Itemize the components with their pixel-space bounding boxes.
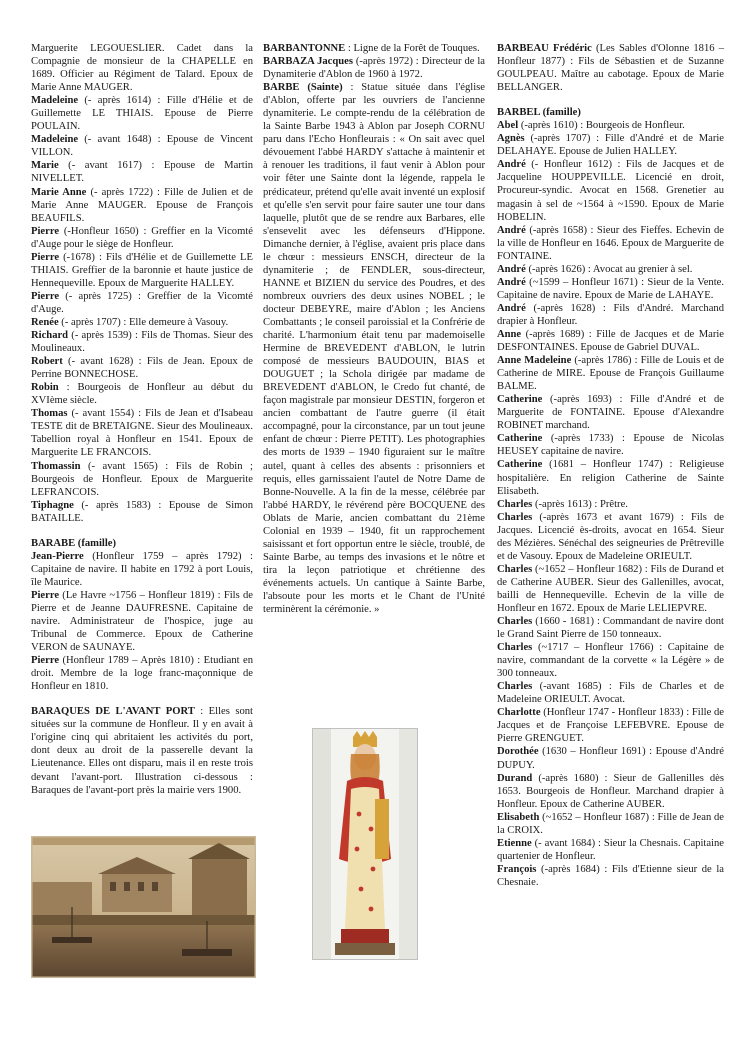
entry-name: Marie (31, 160, 59, 172)
entry-barbel-12 (497, 498, 724, 511)
entry-text: (- avant 1617) : Epouse de Martin NIVELLET. (31, 160, 253, 185)
entry-col1-14 (31, 499, 253, 525)
entry-text: (-1678) : Fils d'Hélie et de Guillemette LE THIAIS. Greffier de la baronnie et haute justice de Hennequeville. Epoux de Marguerite HALLEY. (31, 251, 253, 289)
entry-name: Madeleine (31, 95, 79, 107)
entry-barbel-3 (497, 224, 724, 263)
entry-name: Charles (497, 511, 533, 523)
entry-text: (-après 1673 et avant 1679) : Fils de Jacques. Licencié ès-droits, avocat en 1654. Sieur des Mézières. Sénéchal des seigneuries de Prêtreville et de Vasouy. Epoux de Madeleine ORIEULT. (497, 511, 724, 562)
entry-text: (1630 – Honfleur 1691) : Epouse d'André DUPUY. (497, 746, 724, 771)
entry-col1-12 (31, 407, 253, 459)
entry-barbel-1 (497, 132, 724, 158)
section-heading-barbel: BARBEL (famille) (497, 107, 581, 119)
photo-statue-sainte-barbe (312, 728, 418, 960)
entry-text: (- après 1614) : Fille d'Hélie et de Guillemette LE THIAIS. Epouse de Pierre POULAIN. (31, 95, 253, 133)
entry-name: Robert (31, 356, 63, 368)
entry-name: Anne (497, 328, 522, 340)
entry-col1-7 (31, 290, 253, 316)
entry-name: Charles (497, 563, 533, 575)
entry-text: (-après 1680) : Sieur de Gallenilles dès 1653. Bourgeois de Honfleur. Marchand drapier à Honfleur. Epoux de Catherine AUBER. (497, 772, 724, 810)
entry-name: Agnès (497, 133, 525, 145)
entry-name: Thomassin (31, 460, 81, 472)
entry-name: Thomas (31, 408, 68, 420)
entry-list-barabe (31, 550, 253, 694)
entry-barbel-20 (497, 772, 724, 811)
entry-barbel-17 (497, 680, 724, 706)
entry-text: : Statue située dans l'église d'Ablon, offerte par les ouvriers de l'ancienne dynamiterie. Le compte-rendu de la célébration de la Sainte Barbe 1943 à Ablon par Joseph CORNU paru dans l'Echo Honfleurais : « On sait avec quel dévouement l'abbé HARDY s'attache à maintenir et à renouer les traditions, il faut venir à Ablon pour voir fêter une Sainte dont la légende, rappela le prédicateur, prétend qu'elle avait inventé un explosif et qu'elle s'en servit pour faire sauter une tour dans laquelle, plutôt que de se rendre aux Barbares, elle s'ensevelit avec les défenseurs d'Hippone. Dimanche dernier, à l'église, avaient pris place dans le chœur : messieurs ENSCH, directeur de la dynamiterie ; de FENDLER, sous-directeur, HANNE et BIZIEN du service des Poudres, et des nombreux ouvriers des deux usines NOBEL ; le docteur DEBEYRE, maire d'Ablon ; les Anciens Combattants ; le conseil paroissial et la Confrérie de charité. L'harmonium était tenu par mademoiselle Hermine de BREVEDENT d'ABLON, le lutrin composé de messieurs BAUDOUIN, BIAS et DOUGUET ; la Schola dirigée par madame de BREVEDENT d'ABLON, le Credo fut chanté, de façon magistrale par monsieur DESTIN, forgeron et ancien combattant de l'autre guerre (il était accompagné, pour la circonstance, par un tout jeune enfant de chœur : Pierre PETIT). Les photographies des morts de 1939 – 1940 figuraient sur le maître autel, quant à celles des absents : prisonniers et requis, elles garnissaient l'autel de Notre Dame de Bonne-Nouvelle. A la fin de la messe, célébrée par l'abbé HARDY, le révérend père BOCQUENE des Oblats de Marie, ancien combattant du 21ème Colonial en 1939 – 1940, fit un rapprochement saisissant et fort opportun entre le siècle, troublé, de Sainte Barbe, au temps des invasions et le nôtre et tira la leçon patriotique et chrétienne des événements actuels. Un cantique à Sainte Barbe, l'absoute pour les morts et le Chant de l'Unité terminèrent la cérémonie. » (263, 82, 485, 616)
entry-text: (- après 1583) : Epouse de Simon BATAILLE. (31, 499, 253, 524)
entry-text: (~1599 – Honfleur 1671) : Sieur de la Vente. Capitaine de navire. Epoux de Marie de LAHAYE. (497, 276, 724, 301)
entry-barbel-14 (497, 563, 724, 615)
entry-name: André (497, 159, 526, 171)
entry-barabe-1 (31, 589, 253, 654)
entry-col1-4 (31, 186, 253, 225)
entry-name: Anne Madeleine (497, 355, 572, 367)
entry-text: (-après 1972) : Directeur de la Dynamiterie d'Ablon de 1960 à 1972. (263, 56, 485, 81)
entry-text: (- avant 1554) : Fils de Jean et d'Isabeau TESTE dit de BRETAIGNE. Sieur des Moulineaux. Tabellion royal à Honfleur en 1541. Epoux de Marguerite LE FRANCOIS. (31, 408, 253, 459)
entry-barbel-22 (497, 837, 724, 863)
entry-text: (-après 1684) : Fils d'Etienne sieur de la Chesnaie. (497, 863, 724, 888)
entry-name: Abel (497, 120, 519, 132)
entry-col1-1 (31, 94, 253, 133)
photo-avant-port (31, 836, 256, 978)
entry-col1-5 (31, 225, 253, 251)
entry-text: : Bourgeois de Honfleur au début du XVIème siècle. (31, 382, 253, 407)
entry-barbel-19 (497, 745, 724, 771)
entry-name: Pierre (31, 655, 60, 667)
entry-name: Renée (31, 316, 59, 328)
entry-name: BARBANTONNE (263, 43, 346, 54)
column-3 (497, 42, 724, 889)
entry-barbel-23 (497, 863, 724, 889)
entry-text: (- après 1722) : Fille de Julien et de Marie Anne MAUGER. Epouse de François BEAUFILS. (31, 186, 254, 224)
entry-text: (1660 - 1681) : Commandant de navire dont le Grand Saint Pierre de 150 tonneaux. (497, 616, 724, 641)
entry-name: Charlotte (497, 707, 541, 719)
entry-text: (-après 1610) : Bourgeois de Honfleur. (518, 120, 685, 132)
entry-name: Catherine (497, 433, 543, 445)
entry-barbel-13 (497, 511, 724, 563)
entry-name: François (497, 863, 537, 875)
entry-name: BARBAZA Jacques (263, 56, 353, 68)
entry-col1-3 (31, 159, 253, 185)
entry-list-col1 (31, 42, 253, 525)
entry-text: (-après 1658) : Sieur des Fieffes. Echevin de la ville de Honfleur en 1646. Epoux de Marguerite de FONTAINE. (497, 224, 724, 262)
entry-text: (~1652 – Honfleur 1682) : Fils de Durand et de Catherine AUBER. Sieur des Gallenilles, avocat, bailli de Hennequeville. Echevin de la ville de Honfleur en 1672. Epoux de Marie LELIEPVRE. (497, 563, 724, 614)
entry-barbel-9 (497, 393, 724, 432)
entry-name: Jean-Pierre (31, 550, 84, 562)
entry-text: (-avant 1685) : Fils de Charles et de Madeleine ORIEULT. Avocat. (497, 681, 724, 706)
entry-barbel-21 (497, 811, 724, 837)
entry-text: (1681 – Honfleur 1747) : Religieuse hospitalière. En religion Catherine de Sainte Elisabeth. (497, 459, 724, 497)
entry-text: (- avant 1565) : Fils de Robin ; Bourgeois de Honfleur. Epoux de Marguerite LEFRANCOIS. (31, 460, 253, 498)
entry-col3-0 (497, 42, 724, 94)
entry-col2-1 (263, 55, 485, 81)
entry-name: André (497, 276, 526, 288)
entry-col1-2 (31, 133, 253, 159)
entry-barbel-10 (497, 432, 724, 458)
entry-text: (Honfleur 1759 – après 1792) : Capitaine de navire. Il habite en 1792 à port Louis, île Maurice. (31, 550, 253, 588)
entry-col1-8 (31, 316, 253, 329)
entry-barbel-11 (497, 458, 724, 497)
entry-text: (Honfleur 1747 - Honfleur 1833) : Fille de Jacques et de Françoise LEFEBVRE. Epouse de Pierre GRENGUET. (497, 707, 724, 745)
entry-barbel-5 (497, 276, 724, 302)
entry-text: (-après 1707) : Fille d'André et de Marie DELAHAYE. Epouse de Julien HALLEY. (497, 133, 724, 158)
entry-barbel-4 (497, 263, 724, 276)
entry-text: (-après 1786) : Fille de Louis et de Catherine de MIRE. Epouse de François Guillaume BALME. (497, 355, 725, 393)
entry-text: (~1652 – Honfleur 1687) : Fille de Jean de la CROIX. (497, 811, 724, 836)
entry-list-col2 (263, 42, 485, 616)
entry-text: (- Honfleur 1612) : Fils de Jacques et de Jacqueline HOUPPEVILLE. Licencié en droit, Procureur-syndic. Avocat en 1568. Grenetier au magasin à sel de ~1564 à ~1590. Epoux de Marie HOBELIN. (497, 159, 724, 223)
entry-name: BARBE (Sainte) (263, 82, 343, 94)
entry-name: Charles (497, 616, 533, 628)
entry-barbel-2 (497, 158, 724, 223)
entry-baraques: BARAQUES DE L'AVANT PORT : Elles sont situées sur la commune de Honfleur. Il y en avait à l'origine cinq qui abritaient les activités du port, dont deux au droit de la passerelle devant la Lieutenance. Elles ont disparu, mais il en reste trois devant l'avant-port. Illustration ci-dessous : Baraques de l'avant-port près la mairie vers 1900. (31, 706, 253, 796)
entry-col1-0 (31, 42, 253, 94)
entry-name: Catherine (497, 394, 543, 406)
entry-col2-0 (263, 42, 485, 55)
entry-col1-10 (31, 355, 253, 381)
entry-barbel-0 (497, 119, 724, 132)
entry-name: Marie Anne (31, 186, 87, 198)
entry-name: BARBEAU Frédéric (497, 43, 592, 54)
entry-barbel-6 (497, 302, 724, 328)
entry-list-col3 (497, 42, 724, 94)
entry-text: (~1717 – Honfleur 1766) : Capitaine de navire, commandant de la corvette « la Légère » de 300 tonneaux. (497, 642, 724, 680)
entry-text: (-après 1693) : Fille d'André et de Marguerite de FONTAINE. Epouse d'Alexandre ROBINET marchand. (497, 394, 724, 432)
entry-name: Madeleine (31, 134, 79, 146)
entry-text: (-après 1628) : Fils d'André. Marchand drapier à Honfleur. (497, 302, 724, 327)
column-1 (31, 42, 253, 797)
entry-name: Pierre (31, 225, 60, 237)
entry-name: Durand (497, 772, 533, 784)
entry-barbel-15 (497, 615, 724, 641)
entry-barbel-16 (497, 641, 724, 680)
entry-name: Elisabeth (497, 811, 540, 823)
entry-col1-11 (31, 381, 253, 407)
entry-name: Catherine (497, 459, 543, 471)
entry-text: Marguerite LEGOUESLIER. Cadet dans la Compagnie de monsieur de la CHAPELLE en 1689. Officier au Régiment de Talard. Epoux de Marie Anne MAUGER. (31, 43, 253, 94)
entry-text: (- après 1707) : Elle demeure à Vasouy. (58, 316, 229, 328)
entry-col1-13 (31, 460, 253, 499)
column-2 (263, 42, 485, 616)
entry-name: Charles (497, 681, 533, 693)
entry-name: Pierre (31, 589, 60, 601)
entry-col1-9 (31, 329, 253, 355)
entry-text: (-après 1689) : Fille de Jacques et de Marie DESFONTAINES. Epouse de Gabriel DUVAL. (497, 328, 724, 354)
entry-barbel-18 (497, 706, 724, 745)
entry-text: (- avant 1628) : Fils de Jean. Epoux de Perrine BONNECHOSE. (31, 356, 253, 381)
entry-text: (- après 1539) : Fils de Thomas. Sieur des Moulineaux. (31, 330, 253, 355)
entry-text: (- après 1725) : Greffier de la Vicomté d'Auge. (31, 290, 253, 315)
section-heading-barabe: BARABE (famille) (31, 537, 117, 549)
entry-barabe-0 (31, 550, 253, 589)
entry-text: (Le Havre ~1756 – Honfleur 1819) : Fils de Pierre et de Jeanne DAUFRESNE. Capitaine de navire. Administrateur de l'hospice, juge au Tribunal de Commerce. Epoux de Catherine VERON de SAUNAYE. (31, 589, 253, 654)
entry-name: Charles (497, 498, 533, 510)
entry-name: Pierre (31, 251, 60, 263)
entry-barbel-7 (497, 328, 724, 354)
entry-name: Dorothée (497, 746, 539, 758)
entry-name: André (497, 224, 526, 236)
entry-text: : Ligne de la Forêt de Touques. (345, 43, 480, 54)
entry-text: (-après 1626) : Avocat au grenier à sel. (525, 263, 693, 275)
entry-barbel-8 (497, 354, 724, 393)
entry-text: (-après 1613) : Prêtre. (532, 498, 628, 510)
entry-text: (- avant 1684) : Sieur la Chesnais. Capitaine quartenier de Honfleur. (497, 837, 724, 862)
entry-name: Pierre (31, 290, 60, 302)
entry-name: André (497, 302, 526, 314)
entry-name: Charles (497, 642, 533, 654)
entry-text: (-Honfleur 1650) : Greffier en la Vicomté d'Auge pour le siège de Honfleur. (31, 225, 253, 250)
entry-col1-6 (31, 251, 253, 290)
entry-name: André (497, 263, 526, 275)
entry-name: Etienne (497, 837, 532, 849)
entry-col2-2 (263, 81, 485, 616)
entry-list-barbel (497, 119, 724, 889)
entry-text: (Les Sables d'Olonne 1816 – Honfleur 1877) : Fils de Sébastien et de Suzanne GOULPEAU. Maître au cabotage. Epoux de Marie BELLANGER. (497, 43, 725, 94)
entry-name: Richard (31, 330, 69, 342)
entry-name: Robin (31, 382, 59, 394)
entry-text: (-après 1733) : Epouse de Nicolas HEUSEY capitaine de navire. (497, 433, 724, 458)
entry-barabe-2 (31, 654, 253, 693)
entry-text: (- avant 1648) : Epouse de Vincent VILLON. (31, 134, 253, 159)
entry-text: (Honfleur 1789 – Après 1810) : Etudiant en droit. Membre de la loge franc-maçonnique de Honfleur en 1810. (31, 655, 253, 693)
entry-name: Tiphagne (31, 499, 74, 511)
